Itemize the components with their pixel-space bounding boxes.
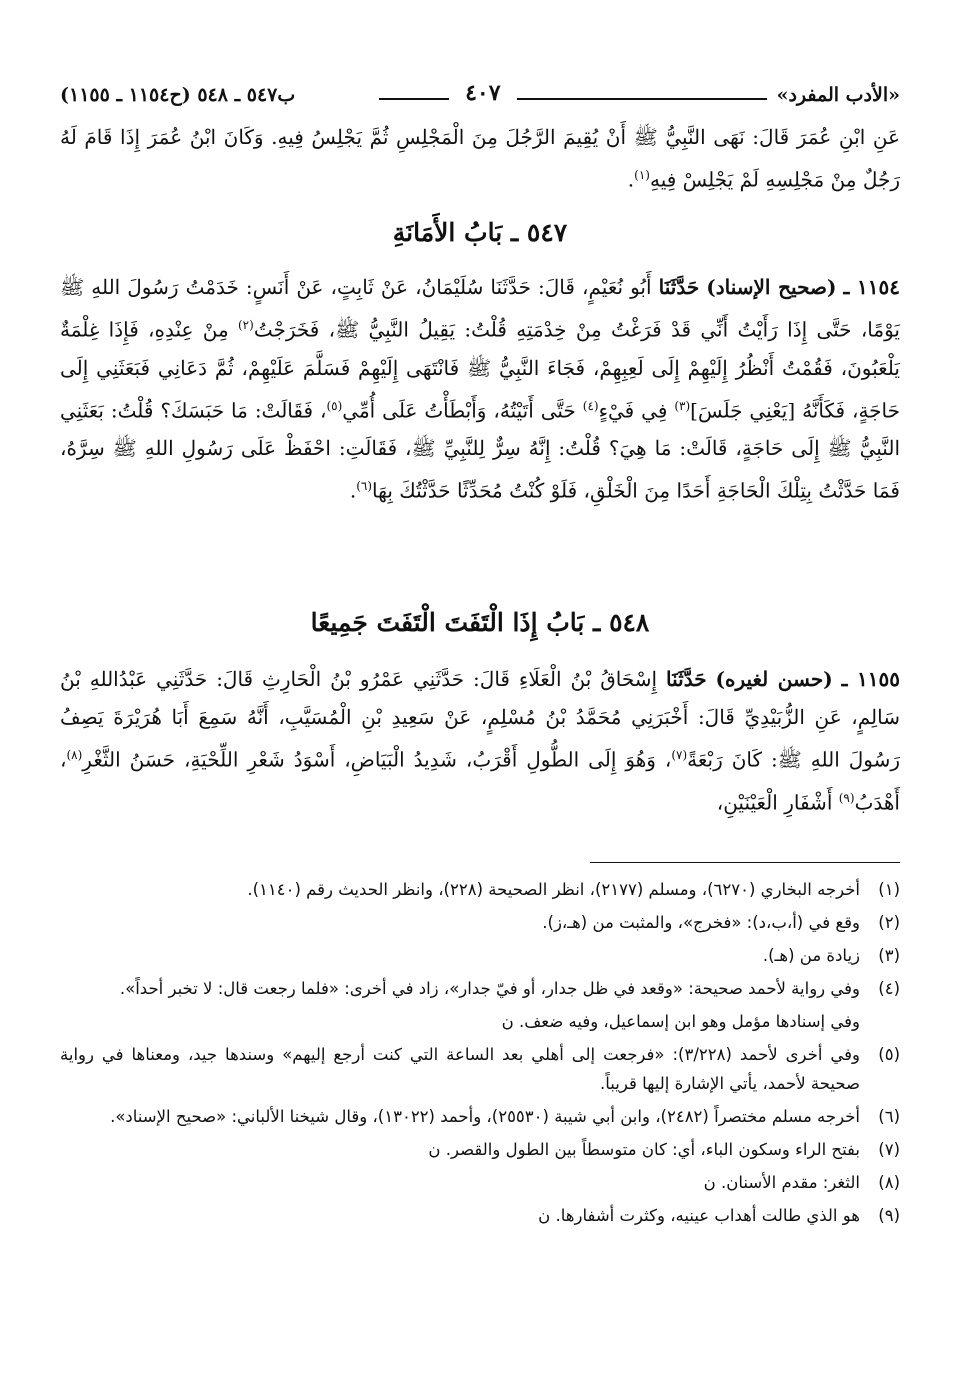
footnote-ref: (٦) bbox=[356, 479, 373, 494]
footnote-ref: (٣) bbox=[674, 398, 691, 413]
footnote-ref: (٥) bbox=[326, 398, 343, 413]
chapter-heading: ٥٤٨ ـ بَابُ إِذَا الْتَفَتَ الْتَفَتَ جَمِيعًا bbox=[310, 608, 650, 637]
footnotes bbox=[60, 875, 900, 1234]
footnote: (٢) وقع في (أ،ب،د): «فخرج»، والمثبت من (هـ،ز). bbox=[542, 913, 900, 932]
hadith-paragraph: ١١٥٥ ـ (حسن لغيره) حَدَّثَنَا إِسْحَاقُ بْنُ الْعَلَاءِ قَالَ: حَدَّثَنِي عَمْرُو بْنُ الْحَارِثِ قَالَ: حَدَّثَنِي عَبْدُاللهِ بْنُ سَالِمٍ، عَنِ الزُّبَيْدِيِّ قَالَ: أَخْبَرَنِي مُحَمَّدُ بْنُ مُسْلِمٍ، عَنْ سَعِيدِ بْنِ الْمُسَيَّبِ، أَنَّهُ سَمِعَ أَبَا هُرَيْرَةَ يَصِفُ رَسُولَ اللهِ ﷺ: كَانَ رَبْعَةً$^{(٧)}$، وَهُوَ إِلَى الطُّولِ أَقْرَبُ، شَدِيدُ الْبَيَاضِ، أَسْوَدُ شَعْرِ اللِّحْيَةِ، حَسَنُ الثَّغْرِ$^{(٨)}$، أَهْدَبُ$^{(٩)}$ أَشْفَارِ الْعَيْنَيْنِ، bbox=[60, 667, 901, 815]
footnote-ref: (٩) bbox=[838, 790, 855, 805]
footnote: (٧) بفتح الراء وسكون الباء، أي: كان متوسطاً بين الطول والقصر. ن bbox=[428, 1140, 900, 1159]
hadith-grade: (حسن لغيره) bbox=[715, 667, 833, 691]
footnote-ref: (٢) bbox=[237, 318, 254, 332]
footnote-ref: (١) bbox=[634, 168, 650, 182]
footnote: (١) أخرجه البخاري (٦٢٧٠)، ومسلم (٢١٧٧)، انظر الصحيحة (٢٢٨)، وانظر الحديث رقم (١١٤٠). bbox=[247, 880, 900, 899]
header-rule bbox=[379, 98, 449, 100]
header-rule bbox=[517, 98, 767, 100]
footnote-ref: (٨) bbox=[66, 748, 83, 762]
hadith-grade: (صحيح الإسناد) bbox=[706, 275, 837, 299]
footnote: (٥) وفي أخرى لأحمد (٣/٢٢٨): «فرجعت إلى أهلي بعد الساعة التي كنت أرجع إليهم» وسندها جيد، ومعناها في رواية صحيحة لأحمد، يأتي الإشارة إليها قريباً. bbox=[60, 1045, 900, 1093]
footnote: (٩) هو الذي طالت أهداب عينيه، وكثرت أشفارها. ن bbox=[538, 1206, 900, 1225]
book-title: «الأدب المفرد» bbox=[776, 84, 900, 106]
footnote: (٨) الثغر: مقدم الأسنان. ن bbox=[703, 1173, 900, 1192]
continuation-paragraph: عَنِ ابْنِ عُمَرَ قَالَ: نَهَى النَّبِيُّ ﷺ أَنْ يُقِيمَ الرَّجُلَ مِنَ الْمَجْلِسِ ثُمَّ يَجْلِسُ فِيهِ. وَكَانَ ابْنُ عُمَرَ إِذَا قَامَ لَهُ رَجُلٌ مِنْ مَجْلِسِهِ لَمْ يَجْلِسْ فِيهِ$^{(١)}$. bbox=[60, 125, 900, 192]
narration-verb: حَدَّثَنَا bbox=[666, 667, 707, 691]
footnote-ref: (٧) bbox=[671, 748, 688, 762]
narration-verb: حَدَّثَنَا bbox=[658, 275, 700, 299]
footnote-continuation: وفي إسنادها مؤمل وهو ابن إسماعيل، وفيه ضعف. ن bbox=[501, 1012, 860, 1031]
hadith-number: ١١٥٤ ـ bbox=[843, 275, 900, 299]
page-number: ٤٠٧ bbox=[465, 80, 501, 106]
footnote: (٤) وفي رواية لأحمد صحيحة: «وقعد في ظل جدار، أو فيّ جدار»، زاد في أخرى: «فلما رجعت قال: لا تخبر أحداً». bbox=[119, 979, 900, 998]
footnote: (٦) أخرجه مسلم مختصراً (٢٤٨٢)، وابن أبي شيبة (٢٥٥٣٠)، وأحمد (١٣٠٢٢)، وقال شيخنا الألباني: «صحيح الإسناد». bbox=[110, 1107, 900, 1126]
hadith-number: ١١٥٥ ـ bbox=[841, 667, 901, 691]
chapter-range: ب٥٤٧ ـ ٥٤٨ (ح١١٥٤ ـ ١١٥٥) bbox=[60, 84, 296, 106]
running-header bbox=[60, 72, 900, 106]
footnote-ref: (٤) bbox=[582, 398, 599, 413]
chapter-heading: ٥٤٧ ـ بَابُ الأَمَانَةِ bbox=[392, 218, 568, 247]
footnote-separator bbox=[590, 862, 900, 863]
hadith-paragraph: ١١٥٤ ـ (صحيح الإسناد) حَدَّثَنَا أَبُو نُعَيْمٍ، قَالَ: حَدَّثَنَا سُلَيْمَانُ، عَنْ ثَابِتٍ، عَنْ أَنَسٍ: خَدَمْتُ رَسُولَ اللهِ ﷺ يَوْمًا، حَتَّى إِذَا رَأَيْتُ أَنِّي قَدْ فَرَغْتُ مِنْ خِدْمَتِهِ قُلْتُ: يَقِيلُ النَّبِيُّ ﷺ، فَخَرَجْتُ$^{(٢)}$ مِنْ عِنْدِهِ، فَإِذَا غِلْمَةٌ يَلْعَبُونَ، فَقُمْتُ أَنْظُرُ إِلَيْهِمْ إِلَى لَعِبِهِمْ، فَجَاءَ النَّبِيُّ ﷺ فَانْتَهَى إِلَيْهِمْ فَسَلَّمَ عَلَيْهِمْ، ثُمَّ دَعَانِي فَبَعَثَنِي إِلَى حَاجَةٍ، فَكَأَنَّهُ [يَعْنِي جَلَسَ]$^{(٣)}$ فِي فَيْءٍ$^{(٤)}$ حَتَّى أَتَيْتُهُ، وَأَبْطَأْتُ عَلَى أُمِّي$^{(٥)}$، فَقَالَتْ: مَا حَبَسَكَ؟ قُلْتُ: بَعَثَنِي النَّبِيُّ ﷺ إِلَى حَاجَةٍ، قَالَتْ: مَا هِيَ؟ قُلْتُ: إِنَّهُ سِرٌّ لِلنَّبِيِّ ﷺ، فَقَالَتِ: احْفَظْ عَلَى رَسُولِ اللهِ ﷺ سِرَّهُ، فَمَا حَدَّثْتُ بِتِلْكَ الْحَاجَةِ أَحَدًا مِنَ الْخَلْقِ، فَلَوْ كُنْتُ مُحَدِّثًا حَدَّثْتُكَ بِهَا$^{(٦)}$. bbox=[60, 275, 901, 503]
book-page bbox=[60, 0, 900, 1379]
footnote: (٣) زيادة من (هـ). bbox=[762, 946, 900, 965]
